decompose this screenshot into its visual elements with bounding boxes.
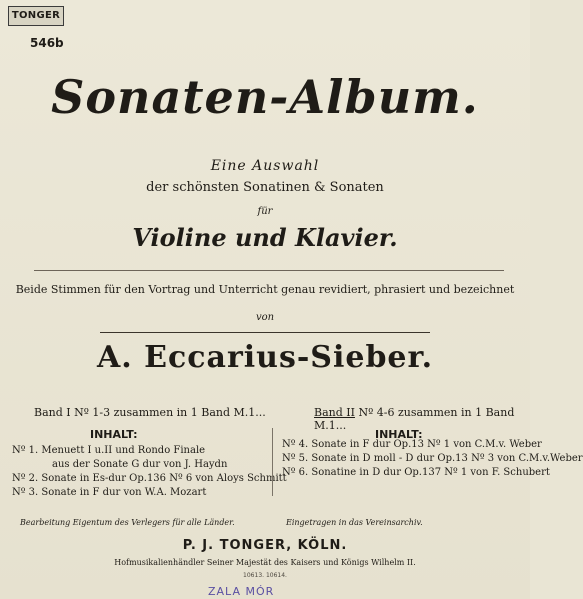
band-1-contents xyxy=(12,444,287,500)
band-1-heading xyxy=(34,406,266,419)
contents-item: Nº 4. Sonate in F dur Op.13 Nº 1 von C.M.v. Weber xyxy=(282,439,542,450)
contents-item: Nº 1. Menuett I u.II und Rondo Finale xyxy=(12,445,206,456)
subtitle-line-3: für xyxy=(257,206,273,217)
contents-item: Nº 3. Sonate in F dur von W.A. Mozart xyxy=(12,487,207,498)
band-1-details: Nº 1-3 zusammen in 1 Band M.1... xyxy=(74,406,266,419)
instrumentation: Violine und Klavier. xyxy=(132,223,398,252)
ornamental-rule-upper xyxy=(34,270,504,271)
band-2-contents xyxy=(282,438,583,480)
subtitle-line-2: der schönsten Sonatinen & Sonaten xyxy=(146,180,384,195)
band-2-contents-heading: INHALT: xyxy=(375,428,423,441)
band-2-details: Nº 4-6 zusammen in 1 Band M.1... xyxy=(314,406,515,432)
subtitle-line-1: Eine Auswahl xyxy=(210,158,320,174)
contents-item: Nº 2. Sonate in Es-dur Op.136 Nº 6 von Aloys Schmitt xyxy=(12,473,287,484)
copyright-note: Bearbeitung Eigentum des Verlegers für alle Länder. xyxy=(20,518,235,527)
ornamental-rule-lower xyxy=(100,332,430,333)
contents-item: aus der Sonate G dur von J. Haydn xyxy=(52,459,228,470)
band-1-contents-heading: INHALT: xyxy=(90,428,138,441)
plate-numbers: 10613. 10614. xyxy=(243,572,287,579)
registration-note: Eingetragen in das Vereinsarchiv. xyxy=(286,518,423,527)
by-label: von xyxy=(255,312,275,323)
author-name: A. Eccarius-Sieber. xyxy=(96,340,434,375)
band-2-label: Band II xyxy=(314,406,355,419)
publisher-name: P. J. TONGER, KÖLN. xyxy=(182,538,348,553)
edition-description: Beide Stimmen für den Vortrag und Unterricht genau revidiert, phrasiert und bezeichnet xyxy=(15,283,515,296)
contents-item: Nº 5. Sonate in D moll - D dur Op.13 Nº 3 von C.M.v.Weber xyxy=(282,453,583,464)
owner-stamp: ZALA MÓR xyxy=(208,585,275,598)
library-stamp: TONGER xyxy=(8,6,64,26)
contents-item: Nº 6. Sonatine in D dur Op.137 Nº 1 von F. Schubert xyxy=(282,467,550,478)
publisher-note: Hofmusikalienhändler Seiner Majestät des Kaisers und Königs Wilhelm II. xyxy=(114,558,416,567)
cover-title: Sonaten-Album. xyxy=(51,70,479,124)
catalog-number: 546b xyxy=(30,36,64,50)
column-divider xyxy=(272,428,273,496)
band-1-label: Band I xyxy=(34,406,71,419)
